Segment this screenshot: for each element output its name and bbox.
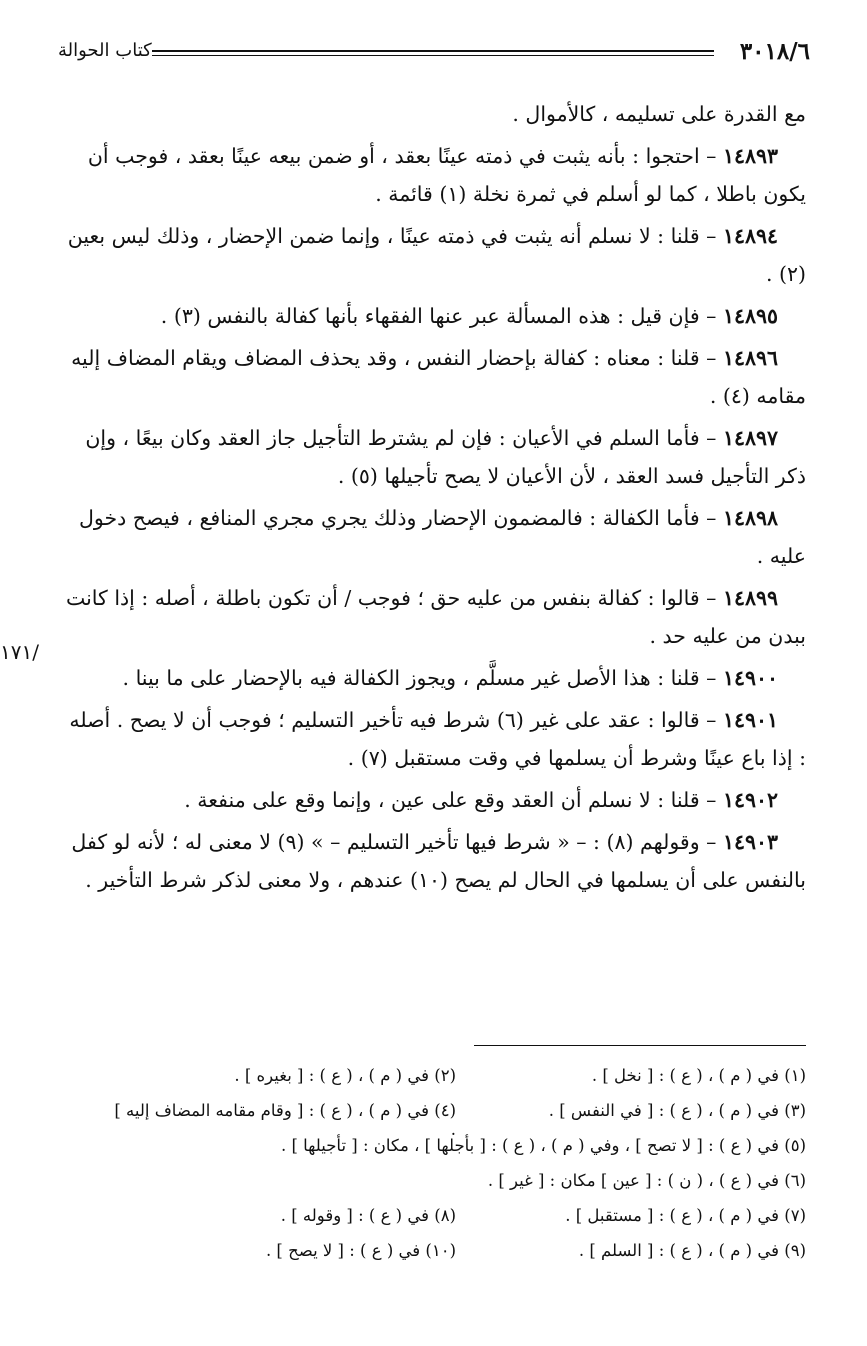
- paragraph: [58, 579, 806, 655]
- paragraph-number: ١٤٨٩٣: [722, 144, 778, 168]
- paragraph: [58, 659, 806, 697]
- footnote: (٩) في ( م ) ، ( ع ) : [ السلم ] .: [578, 1241, 806, 1260]
- paragraph-number: ١٤٨٩٨: [722, 506, 778, 530]
- footnote: (٧) في ( م ) ، ( ع ) : [ مستقبل ] .: [565, 1206, 806, 1225]
- paragraph-number: ١٤٩٠٢: [722, 788, 778, 812]
- footnote: (٦) في ( ع ) ، ( ن ) : [ عين ] مكان : [ غير ] .: [487, 1171, 806, 1190]
- footnote: (١٠) في ( ع ) : [ لا يصح ] .: [265, 1241, 456, 1260]
- footnote-row: [100, 1171, 806, 1190]
- paragraph-text: مع القدرة على تسليمه ، كالأموال .: [512, 102, 806, 126]
- footnote: (١) في ( م ) ، ( ع ) : [ نخل ] .: [591, 1066, 806, 1085]
- paragraph-number: ١٤٨٩٦: [722, 346, 778, 370]
- paragraph-text: – احتجوا : بأنه يثبت في ذمته عينًا بعقد ، أو ضمن بيعه عينًا بعقد ، فوجب أن يكون باطلا ، كما لو أسلم في ثمرة نخلة (١) قائمة .: [87, 144, 806, 206]
- page-header: [58, 38, 810, 72]
- paragraph-number: ١٤٨٩٩: [722, 586, 778, 610]
- paragraph: [58, 339, 806, 415]
- paragraph-text: – فإن قيل : هذه المسألة عبر عنها الفقهاء بأنها كفالة بالنفس (٣) .: [160, 304, 717, 328]
- paragraph: [58, 137, 806, 213]
- footnote-row: [100, 1136, 806, 1155]
- paragraph-number: ١٤٨٩٥: [722, 304, 778, 328]
- paragraph-text: – فأما الكفالة : فالمضمون الإحضار وذلك يجري مجري المنافع ، فيصح دخول عليه .: [79, 506, 806, 568]
- paragraph-text: – قالوا : كفالة بنفس من عليه حق ؛ فوجب / أن تكون باطلة ، أصله : إذا كانت ببدن من عليه حد .: [65, 586, 806, 648]
- paragraph-number: ١٤٩٠٠: [722, 666, 778, 690]
- paragraph: [58, 701, 806, 777]
- paragraph: [58, 95, 806, 133]
- footnote-row: [100, 1066, 806, 1085]
- footnote: (٢) في ( م ) ، ( ع ) : [ بغيره ] .: [234, 1066, 456, 1085]
- footnote: (٥) في ( ع ) : [ لا تصح ] ، وفي ( م ) ، ( ع ) : [ بأجلها ] ، مكان : [ تأجيلها ] .: [280, 1136, 806, 1155]
- paragraph: [58, 419, 806, 495]
- paragraph: [58, 217, 806, 293]
- margin-folio-note: ١٧١/: [0, 640, 39, 664]
- paragraph-text: – قالوا : عقد على غير (٦) شرط فيه تأخير التسليم ؛ فوجب أن لا يصح . أصله : إذا باع عينًا وشرط أن يسلمها في وقت مستقبل (٧) .: [69, 708, 806, 770]
- paragraph-number: ١٤٨٩٧: [722, 426, 778, 450]
- paragraph-number: ١٤٩٠٣: [722, 830, 778, 854]
- footnote-divider: [474, 1045, 806, 1046]
- main-text: [58, 95, 806, 903]
- paragraph: [58, 781, 806, 819]
- paragraph-text: – قلنا : معناه : كفالة بإحضار النفس ، وقد يحذف المضاف ويقام المضاف إليه مقامه (٤) .: [71, 346, 806, 408]
- paragraph: [58, 297, 806, 335]
- paragraph: [58, 499, 806, 575]
- paragraph-text: – قلنا : هذا الأصل غير مسلَّم ، ويجوز الكفالة فيه بالإحضار على ما بينا .: [122, 666, 717, 690]
- paragraph-text: – قلنا : لا نسلم أنه يثبت في ذمته عينًا ، وإنما ضمن الإحضار ، وذلك ليس بعين (٢) .: [67, 224, 806, 286]
- book-title: كتاب الحوالة: [58, 40, 152, 61]
- paragraph: [58, 823, 806, 899]
- footnote: (٨) في ( ع ) : [ وقوله ] .: [280, 1206, 456, 1225]
- paragraph-text: – قلنا : لا نسلم أن العقد وقع على عين ، وإنما وقع على منفعة .: [184, 788, 717, 812]
- footnote-row: [100, 1206, 806, 1225]
- footnote: (٣) في ( م ) ، ( ع ) : [ في النفس ] .: [548, 1101, 806, 1120]
- footnote-row: [100, 1101, 806, 1139]
- footnote-row: [100, 1241, 806, 1260]
- paragraph-number: ١٤٩٠١: [722, 708, 778, 732]
- header-rule: [152, 50, 714, 56]
- paragraph-text: – فأما السلم في الأعيان : فإن لم يشترط التأجيل جاز العقد وكان بيعًا ، وإن ذكر التأجيل فسد العقد ، لأن الأعيان لا يصح تأجيلها (٥) .: [85, 426, 806, 488]
- footnote: (٤) في ( م ) ، ( ع ) : [ وقام مقامه المضاف إليه ] .: [114, 1101, 456, 1139]
- paragraph-text: – وقولهم (٨) : – « شرط فيها تأخير التسليم – » (٩) لا معنى له ؛ لأنه لو كفل بالنفس على أن يسلمها في الحال لم يصح (١٠) عندهم ، ولا معنى لذكر شرط التأخير .: [71, 830, 806, 892]
- paragraph-number: ١٤٨٩٤: [722, 224, 778, 248]
- page-number: ٣٠١٨/٦: [739, 38, 810, 65]
